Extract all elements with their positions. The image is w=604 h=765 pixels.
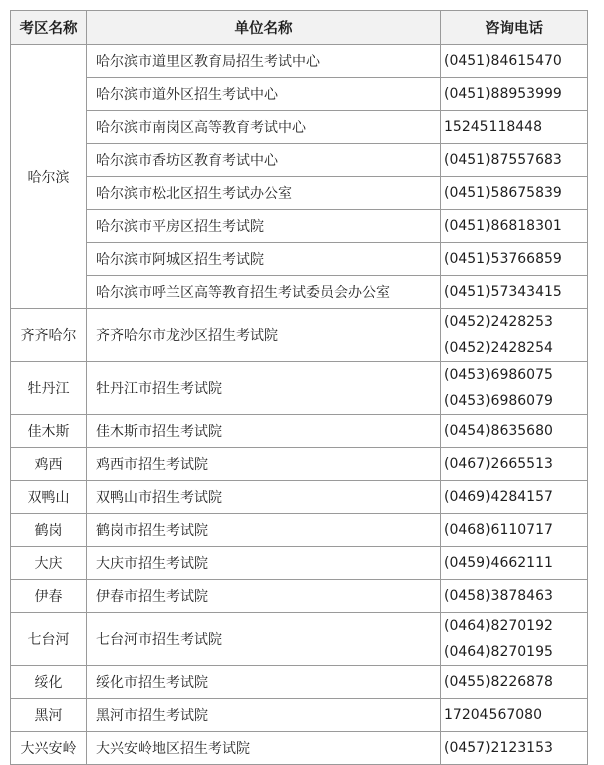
phone-cell bbox=[441, 699, 588, 732]
phone-number: (0451)86818301 bbox=[444, 218, 562, 234]
phone-number: (0464)8270192 bbox=[444, 618, 553, 634]
table-row bbox=[11, 144, 588, 177]
phone-cell bbox=[441, 514, 588, 547]
phone-cell bbox=[441, 362, 588, 415]
unit-name-cell: 哈尔滨市呼兰区高等教育招生考试委员会办公室 bbox=[87, 276, 441, 309]
table-header-row bbox=[11, 11, 588, 45]
area-name-cell: 伊春 bbox=[11, 580, 87, 613]
header-unit: 单位名称 bbox=[87, 11, 441, 45]
table-row bbox=[11, 78, 588, 111]
unit-name-cell: 哈尔滨市阿城区招生考试院 bbox=[87, 243, 441, 276]
table-row bbox=[11, 514, 588, 547]
phone-number: (0451)57343415 bbox=[444, 284, 562, 300]
table-row bbox=[11, 177, 588, 210]
phone-number: (0451)87557683 bbox=[444, 152, 562, 168]
unit-name-cell: 齐齐哈尔市龙沙区招生考试院 bbox=[87, 309, 441, 362]
unit-name-cell: 双鸭山市招生考试院 bbox=[87, 481, 441, 514]
phone-number: (0458)3878463 bbox=[444, 588, 553, 604]
phone-number: (0453)6986075 bbox=[444, 367, 553, 383]
table-row bbox=[11, 732, 588, 765]
phone-cell bbox=[441, 613, 588, 666]
phone-number: (0455)8226878 bbox=[444, 674, 553, 690]
unit-name-cell: 鸡西市招生考试院 bbox=[87, 448, 441, 481]
phone-number: (0468)6110717 bbox=[444, 522, 553, 538]
unit-name-cell: 哈尔滨市南岗区高等教育考试中心 bbox=[87, 111, 441, 144]
phone-number: (0464)8270195 bbox=[444, 644, 553, 660]
unit-name-cell: 哈尔滨市道外区招生考试中心 bbox=[87, 78, 441, 111]
unit-name-cell: 鹤岗市招生考试院 bbox=[87, 514, 441, 547]
phone-cell bbox=[441, 177, 588, 210]
phone-number: (0469)4284157 bbox=[444, 489, 553, 505]
phone-cell bbox=[441, 78, 588, 111]
table-row bbox=[11, 481, 588, 514]
unit-name-cell: 哈尔滨市香坊区教育考试中心 bbox=[87, 144, 441, 177]
table-row bbox=[11, 362, 588, 415]
header-phone: 咨询电话 bbox=[441, 11, 588, 45]
unit-name-cell: 七台河市招生考试院 bbox=[87, 613, 441, 666]
phone-cell bbox=[441, 309, 588, 362]
phone-number: 17204567080 bbox=[444, 707, 542, 723]
unit-name-cell: 哈尔滨市松北区招生考试办公室 bbox=[87, 177, 441, 210]
table-row bbox=[11, 448, 588, 481]
unit-name-cell: 黑河市招生考试院 bbox=[87, 699, 441, 732]
phone-cell bbox=[441, 732, 588, 765]
unit-name-cell: 伊春市招生考试院 bbox=[87, 580, 441, 613]
phone-number: (0454)8635680 bbox=[444, 423, 553, 439]
area-name-cell: 大兴安岭 bbox=[11, 732, 87, 765]
phone-cell bbox=[441, 111, 588, 144]
phone-number: (0451)84615470 bbox=[444, 53, 562, 69]
phone-cell bbox=[441, 144, 588, 177]
phone-number: 15245118448 bbox=[444, 119, 542, 135]
area-name-cell: 佳木斯 bbox=[11, 415, 87, 448]
table-row bbox=[11, 111, 588, 144]
table-row bbox=[11, 699, 588, 732]
phone-number: (0452)2428254 bbox=[444, 340, 553, 356]
phone-cell bbox=[441, 276, 588, 309]
phone-cell bbox=[441, 415, 588, 448]
area-name-cell: 七台河 bbox=[11, 613, 87, 666]
unit-name-cell: 哈尔滨市平房区招生考试院 bbox=[87, 210, 441, 243]
unit-name-cell: 绥化市招生考试院 bbox=[87, 666, 441, 699]
phone-cell bbox=[441, 45, 588, 78]
phone-number: (0459)4662111 bbox=[444, 555, 553, 571]
table-row bbox=[11, 243, 588, 276]
area-name-cell: 双鸭山 bbox=[11, 481, 87, 514]
contact-table-container bbox=[10, 10, 588, 765]
header-area: 考区名称 bbox=[11, 11, 87, 45]
area-name-cell: 牡丹江 bbox=[11, 362, 87, 415]
phone-cell bbox=[441, 481, 588, 514]
phone-number: (0451)58675839 bbox=[444, 185, 562, 201]
table-row bbox=[11, 613, 588, 666]
area-name-cell: 鹤岗 bbox=[11, 514, 87, 547]
phone-cell bbox=[441, 210, 588, 243]
phone-number: (0451)88953999 bbox=[444, 86, 562, 102]
table-row bbox=[11, 210, 588, 243]
table-row bbox=[11, 580, 588, 613]
unit-name-cell: 哈尔滨市道里区教育局招生考试中心 bbox=[87, 45, 441, 78]
phone-cell bbox=[441, 448, 588, 481]
table-row bbox=[11, 547, 588, 580]
phone-number: (0457)2123153 bbox=[444, 740, 553, 756]
area-name-cell: 绥化 bbox=[11, 666, 87, 699]
area-name-cell: 黑河 bbox=[11, 699, 87, 732]
table-row bbox=[11, 276, 588, 309]
area-name-cell: 大庆 bbox=[11, 547, 87, 580]
phone-number: (0467)2665513 bbox=[444, 456, 553, 472]
table-row bbox=[11, 415, 588, 448]
phone-number: (0452)2428253 bbox=[444, 314, 553, 330]
phone-number: (0451)53766859 bbox=[444, 251, 562, 267]
unit-name-cell: 牡丹江市招生考试院 bbox=[87, 362, 441, 415]
unit-name-cell: 大兴安岭地区招生考试院 bbox=[87, 732, 441, 765]
phone-cell bbox=[441, 243, 588, 276]
area-name-cell: 鸡西 bbox=[11, 448, 87, 481]
table-row bbox=[11, 45, 588, 78]
exam-contact-table bbox=[10, 10, 588, 765]
unit-name-cell: 佳木斯市招生考试院 bbox=[87, 415, 441, 448]
phone-cell bbox=[441, 666, 588, 699]
table-row bbox=[11, 309, 588, 362]
area-name-cell: 齐齐哈尔 bbox=[11, 309, 87, 362]
table-body bbox=[11, 45, 588, 765]
unit-name-cell: 大庆市招生考试院 bbox=[87, 547, 441, 580]
area-name-cell: 哈尔滨 bbox=[11, 45, 87, 309]
table-row bbox=[11, 666, 588, 699]
phone-cell bbox=[441, 580, 588, 613]
phone-cell bbox=[441, 547, 588, 580]
phone-number: (0453)6986079 bbox=[444, 393, 553, 409]
